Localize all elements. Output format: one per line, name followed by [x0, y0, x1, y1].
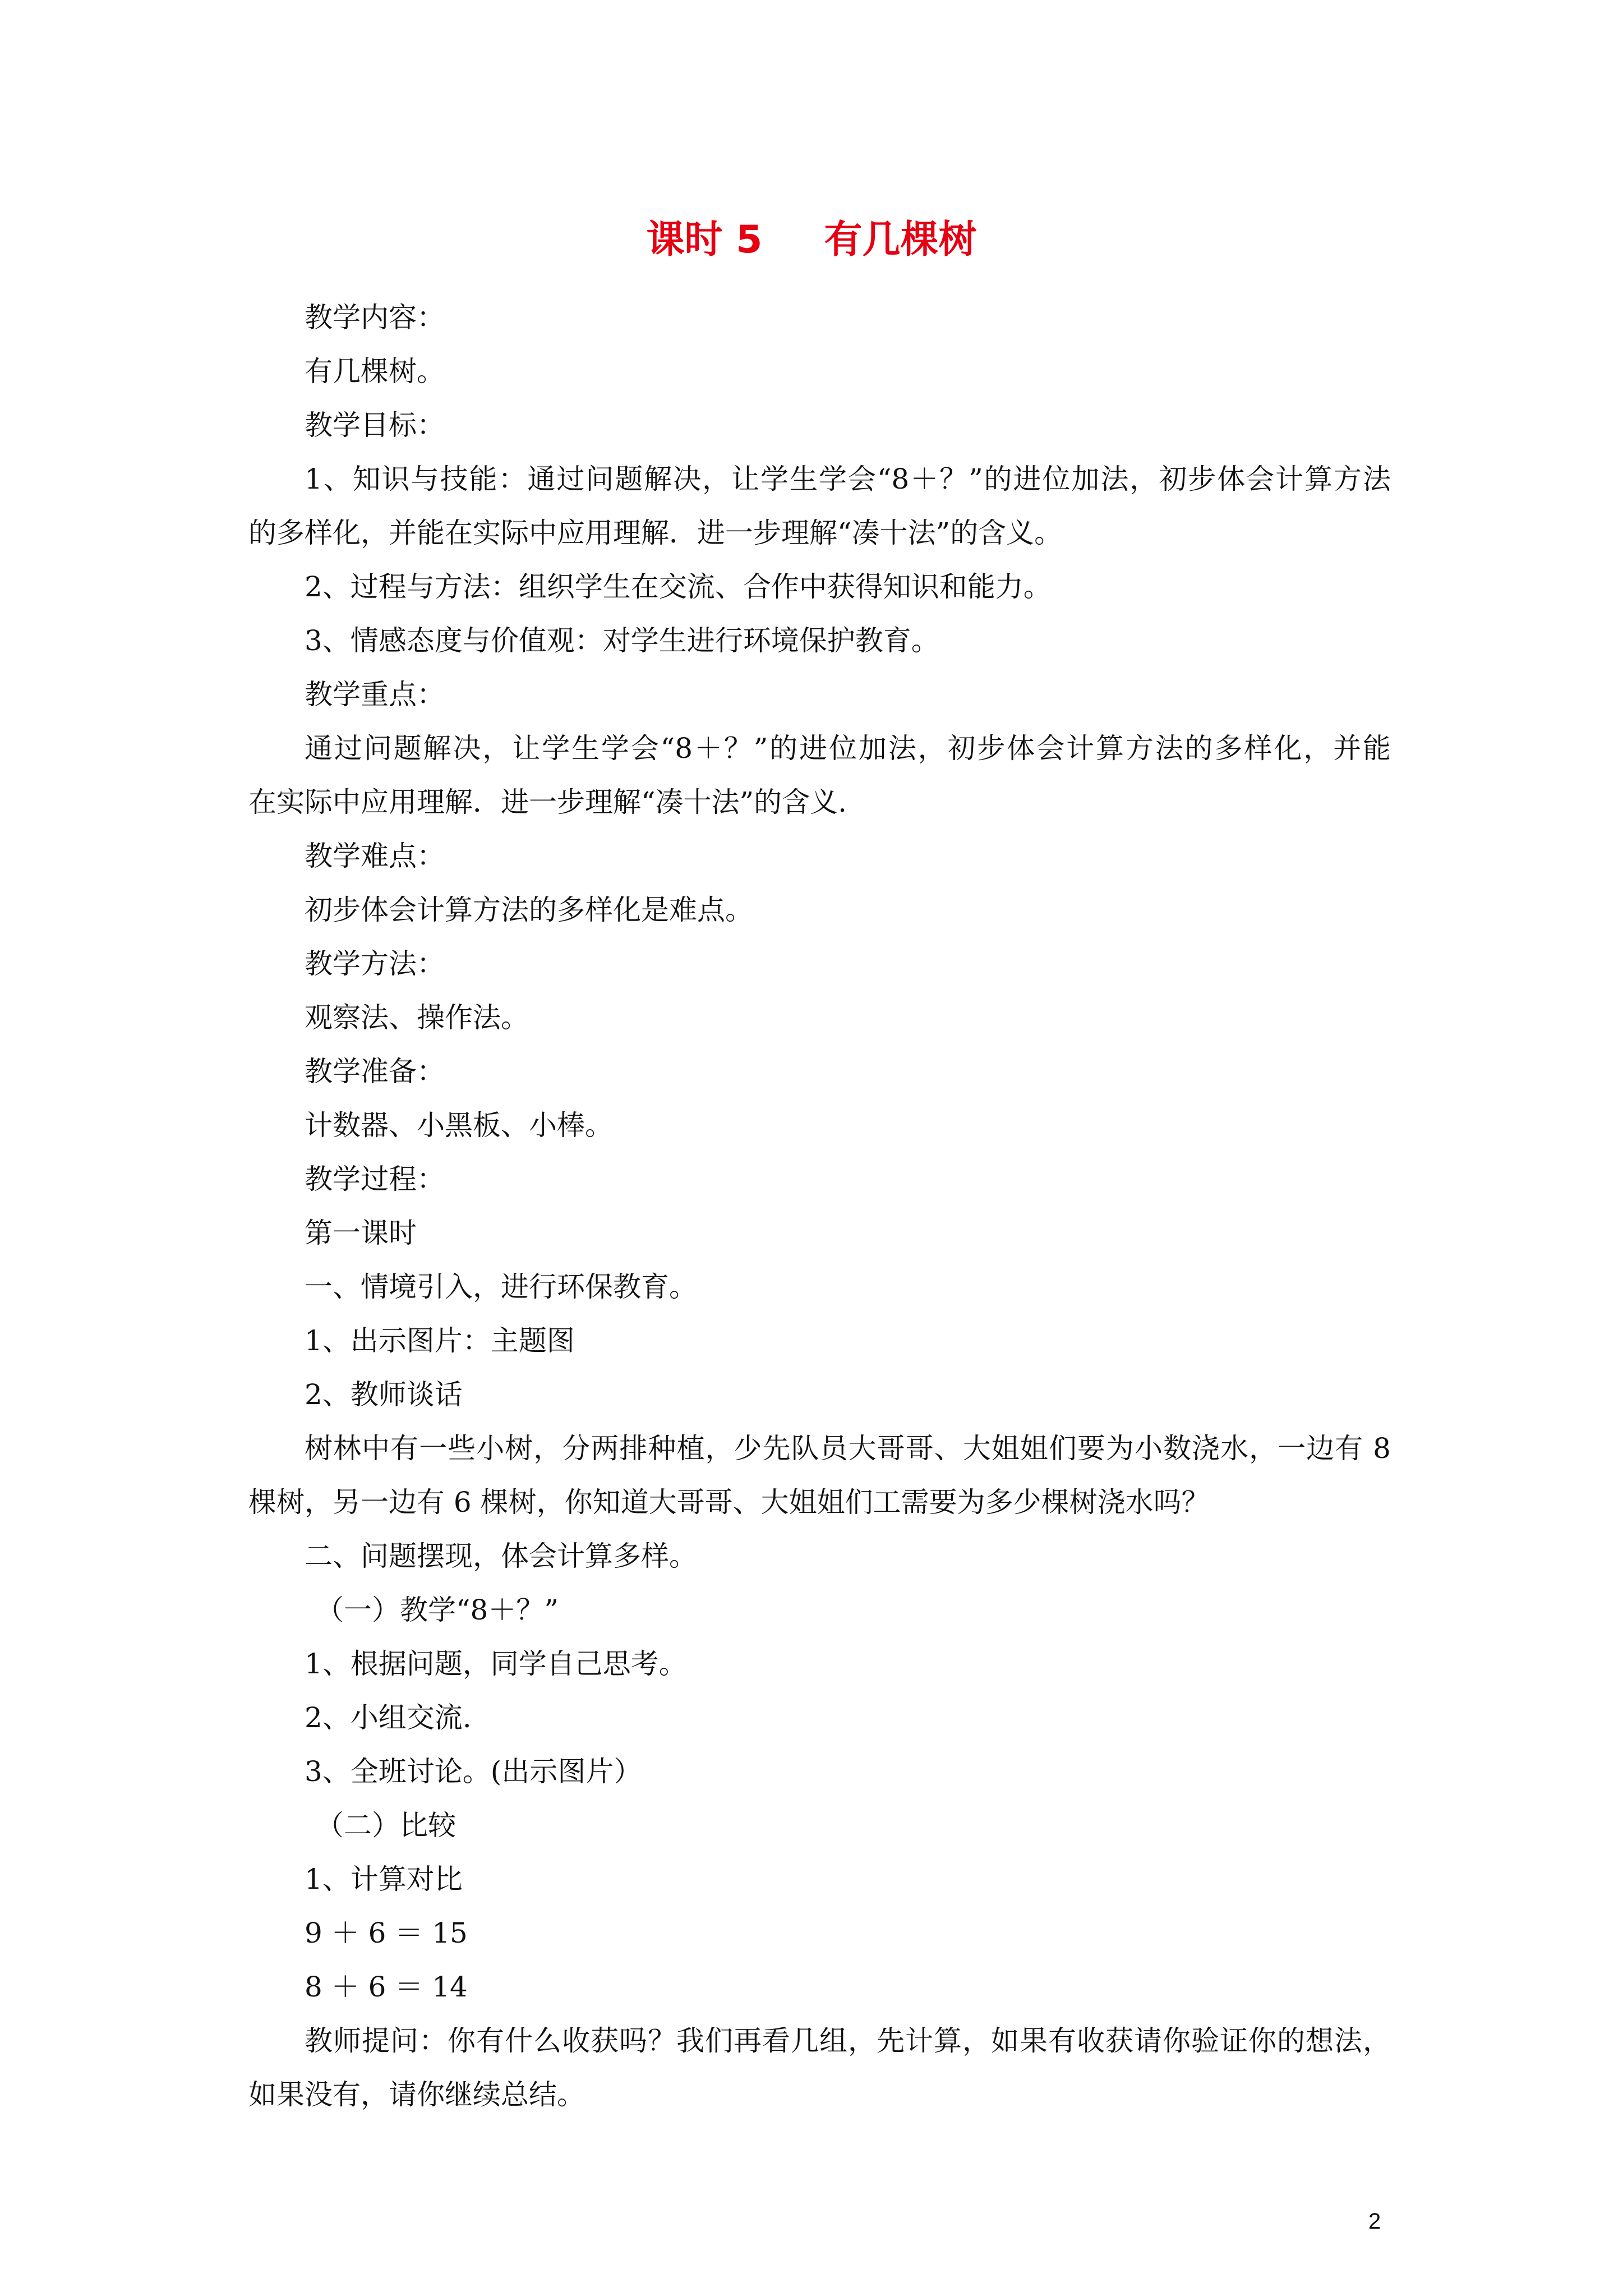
paragraph: 2、教师谈话	[305, 1378, 463, 1411]
paragraph: 棵树，另一边有 6 棵树，你知道大哥哥、大姐姐们工需要为多少棵树浇水吗？	[248, 1486, 1210, 1519]
paragraph: 二、问题摆现，体会计算多样。	[305, 1540, 697, 1572]
paragraph: 在实际中应用理解．进一步理解“凑十法”的含义.	[248, 786, 847, 818]
paragraph: 3、情感态度与价值观：对学生进行环境保护教育。	[305, 624, 939, 657]
lesson-name: 有几棵树	[824, 218, 977, 262]
paragraph: （二）比较	[316, 1809, 456, 1842]
heading-objectives: 教学目标：	[305, 409, 445, 441]
heading-key-points: 教学重点：	[305, 678, 445, 711]
heading-difficulties: 教学难点：	[305, 840, 445, 872]
paragraph: 第一课时	[305, 1217, 417, 1249]
paragraph: 初步体会计算方法的多样化是难点。	[305, 894, 753, 926]
lesson-number: 课时 5	[646, 218, 763, 262]
paragraph: 2、过程与方法：组织学生在交流、合作中获得知识和能力。	[305, 570, 1052, 603]
paragraph: 1、出示图片：主题图	[305, 1324, 575, 1357]
paragraph: 计数器、小黑板、小棒。	[305, 1109, 613, 1142]
paragraph: 2、小组交流.	[305, 1701, 472, 1734]
heading-preparation: 教学准备：	[305, 1055, 445, 1088]
paragraph: 树林中有一些小树，分两排种植，少先队员大哥哥、大姐姐们要为小数浇水，一边有 8	[305, 1432, 1391, 1465]
paragraph: 通过问题解决，让学生学会“8＋？”的进位加法，初步体会计算方法的多样化，并能	[305, 732, 1391, 765]
page-number: 2	[1368, 2209, 1381, 2234]
paragraph: 如果没有，请你继续总结。	[248, 2078, 585, 2111]
equation: 9 ＋ 6 ＝ 15	[305, 1917, 468, 1949]
document-body	[248, 291, 1391, 2122]
paragraph: 1、计算对比	[305, 1863, 463, 1895]
paragraph: 观察法、操作法。	[305, 1001, 529, 1034]
paragraph: 的多样化，并能在实际中应用理解．进一步理解“凑十法”的含义。	[248, 517, 1063, 549]
heading-process: 教学过程：	[305, 1163, 445, 1195]
paragraph: 1、知识与技能：通过问题解决，让学生学会“8＋？”的进位加法，初步体会计算方法	[305, 463, 1391, 495]
page-title	[0, 212, 1623, 268]
paragraph: 1、根据问题，同学自己思考。	[305, 1648, 687, 1680]
heading-methods: 教学方法：	[305, 947, 445, 980]
paragraph: （一）教学“8＋？”	[316, 1594, 559, 1626]
paragraph: 教师提问：你有什么收获吗？我们再看几组，先计算，如果有收获请你验证你的想法，	[305, 2024, 1391, 2057]
paragraph: 有几棵树。	[305, 355, 445, 388]
heading-content: 教学内容：	[305, 301, 445, 334]
equation: 8 ＋ 6 ＝ 14	[305, 1971, 468, 2003]
paragraph: 3、全班讨论。(出示图片）	[305, 1755, 642, 1788]
paragraph: 一、情境引入，进行环保教育。	[305, 1271, 697, 1303]
